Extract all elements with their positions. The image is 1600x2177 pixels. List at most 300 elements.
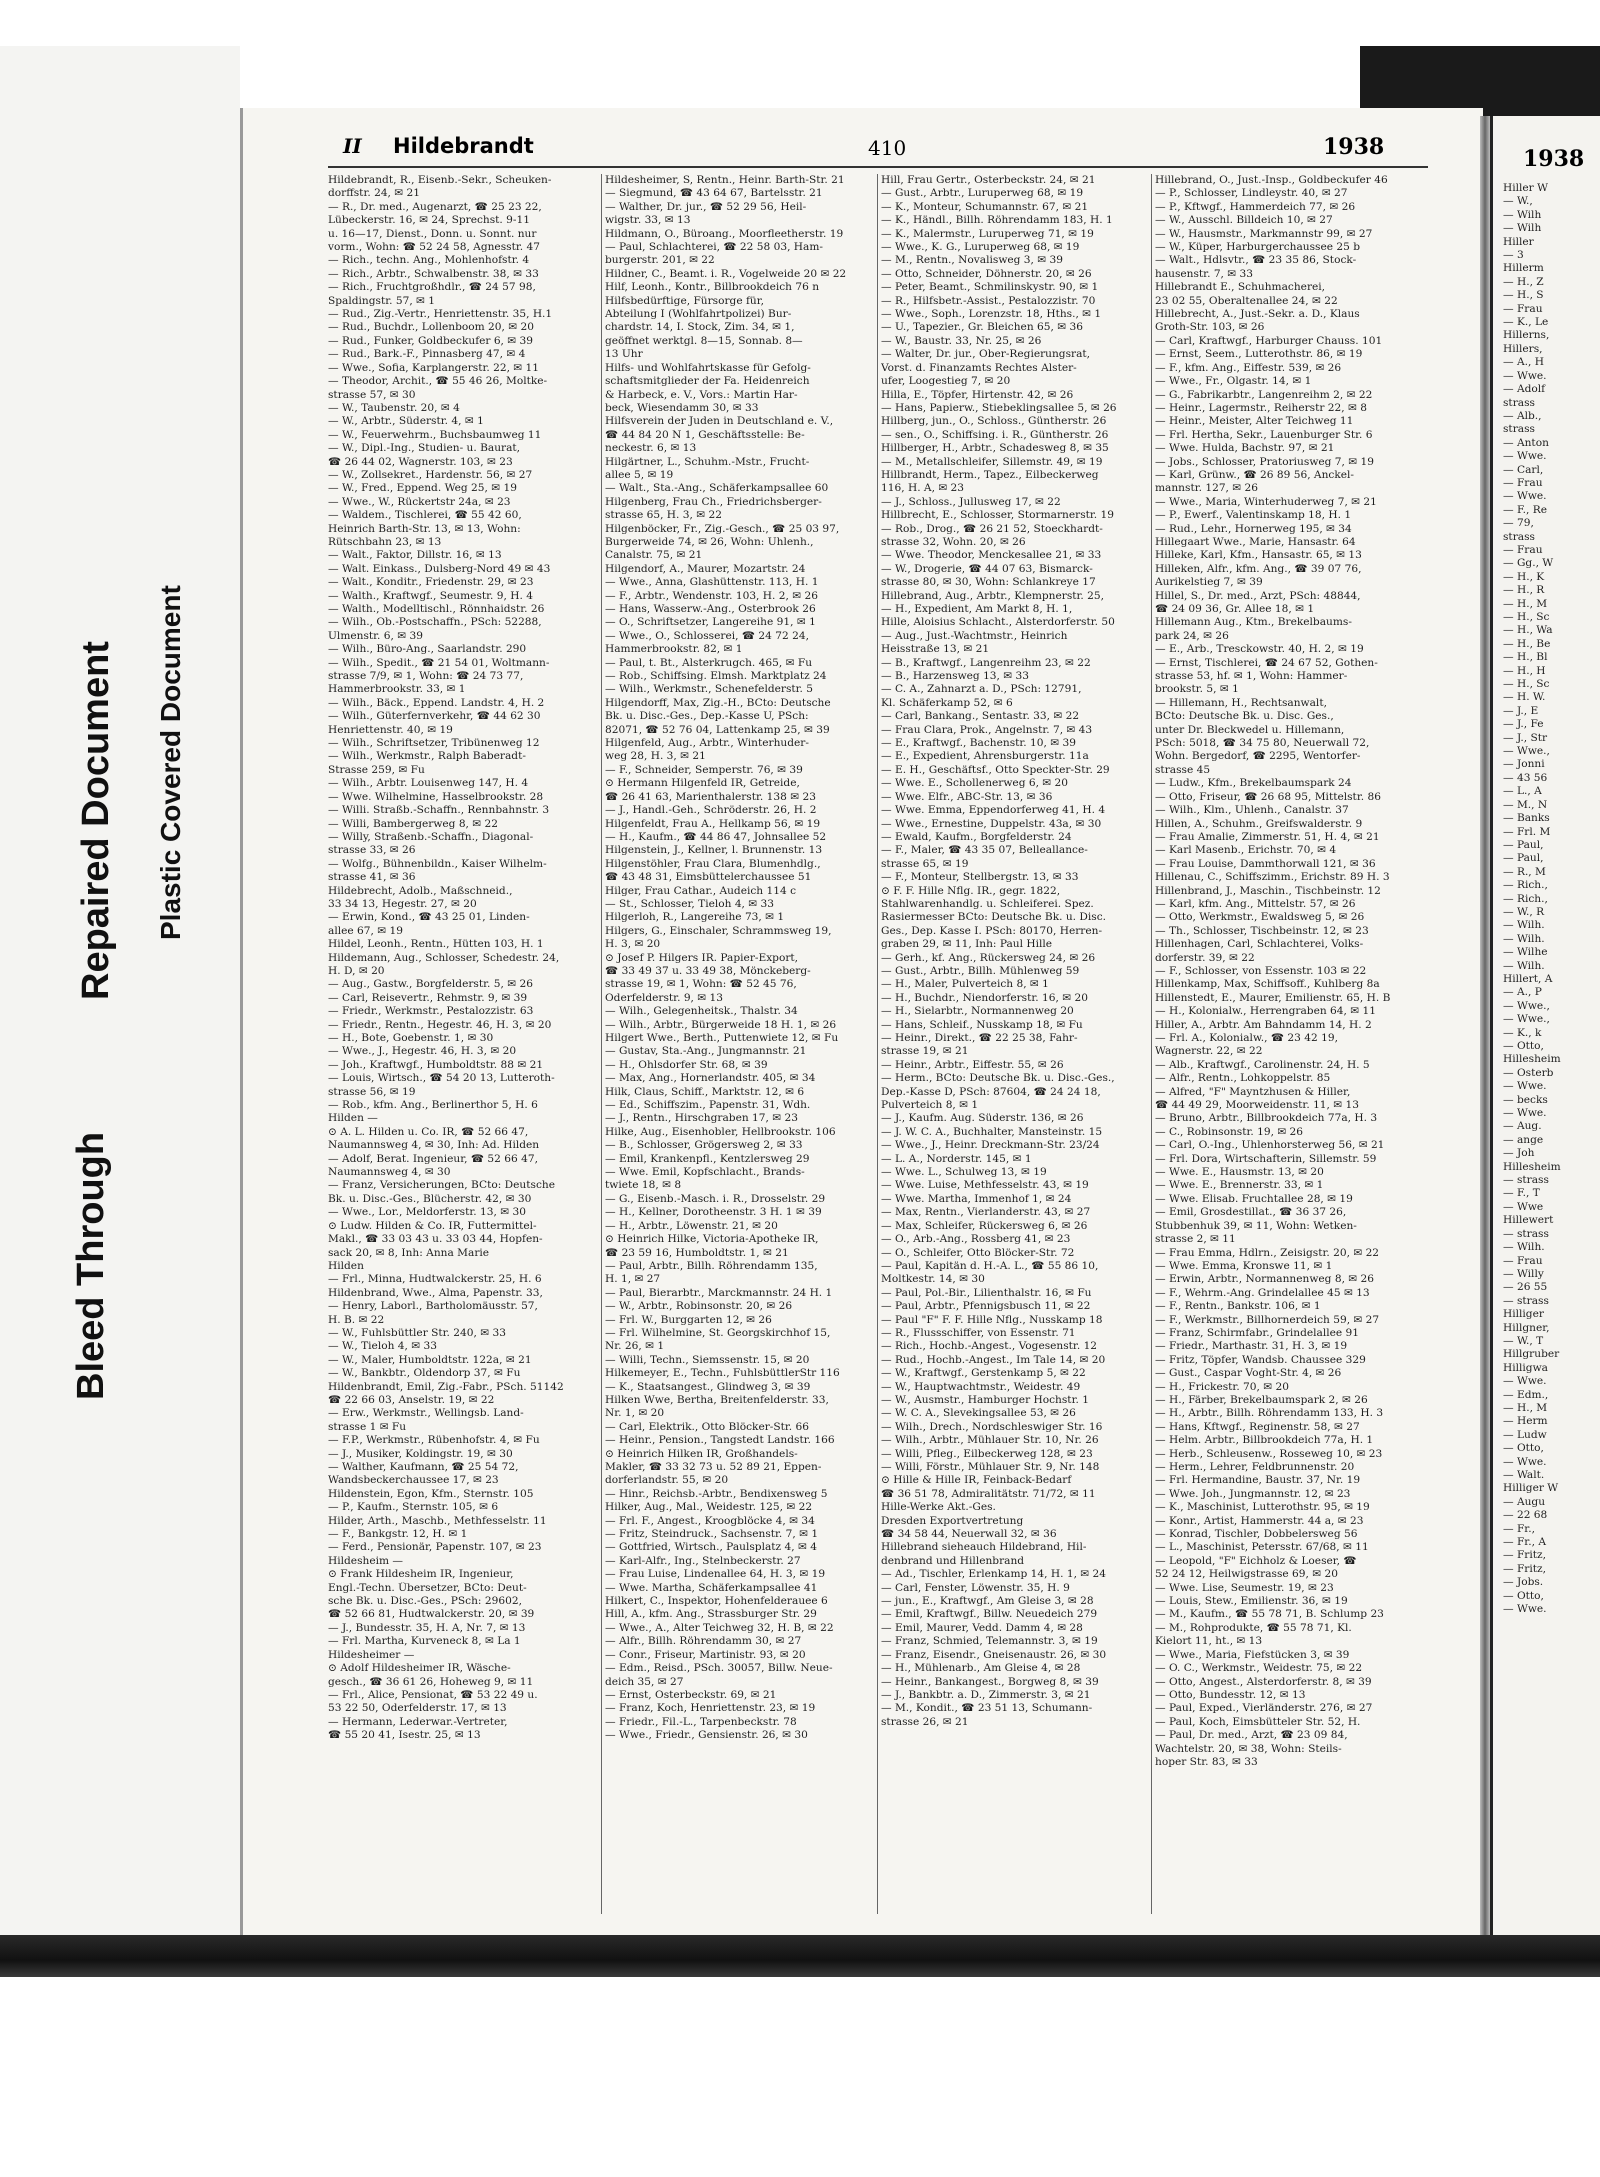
- directory-line: — Rud., Funker, Goldbeckufer 6, ✉ 39: [328, 334, 534, 347]
- directory-line: strasse 41, ✉ 36: [328, 871, 416, 884]
- directory-line: strasse 19, ✉ 21: [881, 1045, 969, 1058]
- section-number: II: [343, 134, 362, 158]
- facing-page-line: — F., T: [1503, 1187, 1540, 1200]
- directory-line: Hilgenfeldt, Frau A., Hellkamp 56, ✉ 19: [605, 817, 821, 830]
- directory-line: Hillebrand, Aug., Arbtr., Klempnerstr. 25,: [881, 589, 1105, 602]
- directory-line: — W., Feuerwehrm., Buchsbaumweg 11: [328, 428, 542, 441]
- directory-line: — Wwe. L., Schulweg 13, ✉ 19: [881, 1166, 1047, 1179]
- directory-line: — W. C. A., Slevekingsallee 53, ✉ 26: [881, 1407, 1076, 1420]
- directory-line: — K., Malermstr., Luruperweg 71, ✉ 19: [881, 227, 1094, 240]
- directory-line: burgerstr. 201, ✉ 22: [605, 254, 715, 267]
- directory-line: strasse 53, hf. ✉ 1, Wohn: Hammer-: [1155, 670, 1348, 683]
- directory-line: Hilleken, Alfr., kfm. Ang., ☎ 39 07 76,: [1155, 562, 1362, 575]
- scanner-edge-block: [1360, 46, 1600, 116]
- column-2: [605, 174, 875, 1914]
- directory-line: Hilgenstein, J., Kellner, l. Brunnenstr. 13: [605, 844, 823, 857]
- directory-line: Hildner, C., Beamt. i. R., Vogelweide 20 ✉ 22: [605, 267, 847, 280]
- directory-line: — Frau Amalie, Zimmerstr. 51, H. 4, ✉ 21: [1155, 830, 1380, 843]
- directory-line: Hillebrand, O., Just.-Insp., Goldbeckufer 46: [1155, 174, 1388, 186]
- directory-line: — W., Zollsekret., Hardenstr. 56, ✉ 27: [328, 468, 533, 481]
- directory-line: PSch: 5018, ☎ 34 75 80, Neuerwall 72,: [1155, 737, 1370, 750]
- directory-line: Hilgenstöhler, Frau Clara, Blumenhdlg.,: [605, 857, 821, 870]
- facing-page-line: — Augu: [1503, 1495, 1546, 1508]
- directory-line: sche Bk. u. Disc.-Ges., PSch: 29602,: [328, 1595, 522, 1608]
- directory-line: — Wwe. E., Hausmstr. 13, ✉ 20: [1155, 1166, 1324, 1179]
- facing-page-line: — Wwe.: [1503, 1107, 1547, 1120]
- directory-line: — Walth., Kraftwgf., Seumestr. 9, H. 4: [328, 589, 533, 602]
- directory-line: Hildmann, O., Büroang., Moorfleetherstr. 19: [605, 227, 844, 240]
- facing-page-line: — strass: [1503, 1174, 1549, 1187]
- year: 1938: [1323, 134, 1385, 160]
- directory-line: — Helm. Arbtr., Billbrookdeich 77a, H. 1: [1155, 1434, 1374, 1447]
- directory-line: — Frl. Martha, Kurveneck 8, ✉ La 1: [328, 1635, 521, 1648]
- directory-line: ☎ 44 49 29, Moorweidenstr. 11, ✉ 13: [1155, 1099, 1360, 1112]
- directory-line: Naumannsweg 4, ✉ 30, Inh: Ad. Hilden: [328, 1139, 540, 1152]
- directory-line: — Alfr., Billh. Röhrendamm 30, ✉ 27: [605, 1635, 802, 1648]
- directory-line: Hille, Aloisius Schlacht., Alsterdorferstr. 50: [881, 616, 1115, 629]
- directory-line: — Gottfried, Wirtsch., Paulsplatz 4, ✉ 4: [605, 1541, 817, 1554]
- directory-line: strasse 2, ✉ 11: [1155, 1233, 1236, 1246]
- facing-page-line: — Frau: [1503, 476, 1543, 489]
- directory-line: ⊙ Hille & Hille IR, Feinback-Bedarf: [881, 1474, 1072, 1487]
- directory-line: — Heinr., Direkt., ☎ 22 25 38, Fahr-: [881, 1032, 1078, 1044]
- directory-line: — J., Rentn., Hirschgraben 17, ✉ 23: [605, 1112, 798, 1125]
- facing-page-line: — 3: [1503, 249, 1524, 262]
- directory-line: — Willi. Straßb.-Schaffn., Rennbahnstr. 3: [328, 804, 550, 817]
- directory-line: ⊙ Adolf Hildesheimer IR, Wäsche-: [328, 1662, 511, 1675]
- directory-line: & Harbeck, e. V., Vors.: Martin Har-: [605, 388, 798, 401]
- facing-page-line: — F., Re: [1503, 503, 1548, 516]
- directory-line: — Wwe. Martha, Schäferkampsallee 41: [605, 1581, 818, 1594]
- directory-line: — H., Bote, Goebenstr. 1, ✉ 30: [328, 1032, 494, 1044]
- facing-page-line: — J., E: [1503, 704, 1539, 717]
- directory-line: — J., Musiker, Koldingstr. 19, ✉ 30: [328, 1447, 513, 1460]
- directory-line: — Rud., Bark.-F., Pinnasberg 47, ✉ 4: [328, 348, 526, 361]
- directory-line: dorffstr. 24, ✉ 21: [328, 187, 421, 200]
- directory-line: — Wwe. E., Brennerstr. 33, ✉ 1: [1155, 1179, 1324, 1192]
- directory-line: — Henry, Laborl., Bartholomäusstr. 57,: [328, 1300, 538, 1313]
- directory-line: — Paul "F" F. F. Hille Nflg., Nusskamp 18: [881, 1313, 1103, 1326]
- directory-line: — Paul, Bierarbtr., Marckmannstr. 24 H. 1: [605, 1286, 833, 1299]
- directory-line: BCto: Deutsche Bk. u. Disc. Ges.,: [1155, 710, 1334, 723]
- directory-line: — F., Wehrm.-Ang. Grindelallee 45 ✉ 13: [1155, 1286, 1370, 1299]
- directory-line: — Willi, Techn., Siemssenstr. 15, ✉ 20: [605, 1353, 810, 1366]
- directory-line: Hilden: [328, 1259, 364, 1272]
- directory-line: — Friedr., Werkmstr., Pestalozzistr. 63: [328, 1005, 534, 1018]
- directory-line: — R., Hilfsbetr.-Assist., Pestalozzistr. 70: [881, 294, 1096, 307]
- directory-line: — Rich., techn. Ang., Mohlenhofstr. 4: [328, 254, 530, 267]
- directory-line: — Erwin, Arbtr., Normannenweg 8, ✉ 26: [1155, 1273, 1375, 1286]
- directory-line: — W., Maler, Humboldtstr. 122a, ✉ 21: [328, 1353, 532, 1366]
- facing-page-line: Hillerns,: [1503, 329, 1550, 342]
- directory-line: beck, Wiesendamm 30, ✉ 33: [605, 401, 759, 414]
- directory-line: — B., Schlosser, Grögersweg 2, ✉ 33: [605, 1139, 803, 1152]
- directory-line: vorm., Wohn: ☎ 52 24 58, Agnesstr. 47: [328, 241, 540, 254]
- directory-line: — Rich., Arbtr., Schwalbenstr. 38, ✉ 33: [328, 267, 539, 280]
- directory-line: — Wwe., Anna, Glashüttenstr. 113, H. 1: [605, 576, 819, 589]
- directory-line: — Frl. Hermandine, Baustr. 37, Nr. 19: [1155, 1474, 1361, 1487]
- directory-line: — Willi, Förstr., Mühlauer Str. 9, Nr. 148: [881, 1461, 1100, 1473]
- directory-line: — Wolfg., Bühnenbildn., Kaiser Wilhelm-: [328, 857, 547, 870]
- facing-page-line: — Aug.: [1503, 1120, 1542, 1133]
- directory-line: Hilk, Claus, Schiff., Marktstr. 12, ✉ 6: [605, 1085, 805, 1098]
- directory-line: — Walt., Konditr., Friedenstr. 29, ✉ 23: [328, 576, 534, 589]
- directory-line: Hildesheimer —: [328, 1648, 415, 1661]
- facing-page-line: Hillert, A: [1503, 972, 1553, 985]
- directory-line: Hill, Frau Gertr., Osterbeckstr. 24, ✉ 21: [881, 174, 1096, 186]
- directory-line: — L. A., Norderstr. 145, ✉ 1: [881, 1152, 1032, 1165]
- facing-page-line: — H., Sc: [1503, 611, 1550, 623]
- directory-line: — Paul, Arbtr., Billh. Röhrendamm 135,: [605, 1259, 818, 1272]
- directory-line: ☎ 52 66 81, Hudtwalckerstr. 20, ✉ 39: [328, 1608, 535, 1621]
- facing-page-line: — 26 55: [1503, 1281, 1548, 1294]
- directory-line: Hilla, E., Töpfer, Hirtenstr. 42, ✉ 26: [881, 388, 1074, 401]
- facing-page-line: — L., A: [1503, 785, 1542, 798]
- directory-line: — O., Schriftsetzer, Langereihe 91, ✉ 1: [605, 616, 816, 629]
- facing-page-line: — K., k: [1503, 1026, 1542, 1039]
- column-divider: [1151, 174, 1152, 1914]
- directory-line: ufer, Loogestieg 7, ✉ 20: [881, 375, 1011, 388]
- directory-line: — E. H., Geschäftsf., Otto Speckter-Str. 29: [881, 763, 1110, 776]
- facing-page-line: — Banks: [1503, 812, 1550, 825]
- directory-line: Hilkert, C., Inspektor, Hohenfelderauee 6: [605, 1595, 828, 1608]
- directory-line: — Bruno, Arbtr., Billbrookdeich 77a, H. 3: [1155, 1112, 1378, 1125]
- facing-page-line: strass: [1503, 530, 1535, 543]
- directory-line: park 24, ✉ 26: [1155, 629, 1229, 642]
- facing-page-line: — Wilh.: [1503, 959, 1545, 972]
- facing-page-line: — strass: [1503, 1294, 1549, 1307]
- directory-line: Naumannsweg 4, ✉ 30: [328, 1166, 451, 1179]
- directory-line: ☎ 36 51 78, Admiralitätstr. 71/72, ✉ 11: [881, 1487, 1096, 1500]
- directory-line: ☎ 44 84 20 N 1, Geschäftsstelle: Be-: [605, 428, 805, 441]
- directory-line: Hillemann Aug., Ktm., Brekelbaums-: [1155, 616, 1352, 629]
- directory-line: — Peter, Beamt., Schmilinskystr. 90, ✉ 1: [881, 281, 1099, 294]
- facing-page-line: — H., Z: [1503, 275, 1544, 288]
- directory-line: brookstr. 5, ✉ 1: [1155, 683, 1239, 696]
- directory-line: — Frau Louise, Dammthorwall 121, ✉ 36: [1155, 857, 1376, 870]
- directory-line: Dresden Exportvertretung: [881, 1514, 1024, 1527]
- directory-line: — Max, Rentn., Vierlanderstr. 43, ✉ 27: [881, 1206, 1091, 1219]
- directory-line: — W., Arbtr., Robinsonstr. 20, ✉ 26: [605, 1300, 793, 1313]
- directory-line: Abteilung I (Wohlfahrtpolizei) Bur-: [605, 308, 792, 321]
- page-number: 410: [868, 136, 907, 160]
- directory-line: — Rud., Hochb.-Angest., Im Tale 14, ✉ 20: [881, 1353, 1106, 1366]
- directory-line: — Alfr., Rentn., Lohkoppelstr. 85: [1155, 1072, 1331, 1085]
- directory-line: — E., Kraftwgf., Bachenstr. 10, ✉ 39: [881, 737, 1076, 750]
- facing-page-line: — Wwe.: [1503, 1375, 1547, 1388]
- directory-line: Hildenbrandt, Emil, Zig.-Fabr., PSch. 51142: [328, 1380, 564, 1393]
- directory-line: — W., Baustr. 33, Nr. 25, ✉ 26: [881, 334, 1042, 347]
- directory-line: — Franz, Koch, Henriettenstr. 23, ✉ 19: [605, 1702, 816, 1715]
- directory-line: strasse 80, ✉ 30, Wohn: Schlankreye 17: [881, 576, 1096, 589]
- directory-line: — Emil, Grosdestillat., ☎ 36 37 26,: [1155, 1206, 1347, 1219]
- directory-line: strasse 45: [1155, 763, 1211, 776]
- directory-line: — Paul, Koch, Eimsbütteler Str. 52, H.: [1155, 1715, 1361, 1728]
- directory-line: — K., Staatsangest., Glindweg 3, ✉ 39: [605, 1380, 811, 1393]
- directory-line: Ulmenstr. 6, ✉ 39: [328, 629, 423, 642]
- directory-line: Stubbenhuk 39, ✉ 11, Wohn: Wetken-: [1155, 1219, 1357, 1232]
- directory-line: Wohn. Bergedorf, ☎ 2295, Wentorfer-: [1155, 750, 1361, 763]
- facing-page-line: — H., R: [1503, 584, 1545, 597]
- page-header: [243, 128, 1483, 164]
- directory-line: — Ernst, Seem., Lutterothstr. 86, ✉ 19: [1155, 348, 1363, 361]
- directory-line: Hilden —: [328, 1112, 378, 1125]
- directory-line: 53 22 50, Oderfelderstr. 17, ✉ 13: [328, 1702, 507, 1715]
- directory-line: — Konr., Artist, Hammerstr. 44 a, ✉ 23: [1155, 1514, 1364, 1527]
- directory-line: — Wwe. Emma, Eppendorferweg 41, H. 4: [881, 804, 1106, 817]
- directory-line: Hilgers, G., Einschaler, Schrammsweg 19,: [605, 924, 832, 937]
- facing-page-line: — Wilh: [1503, 208, 1542, 221]
- facing-page-line: Hillers,: [1503, 342, 1543, 355]
- directory-line: strasse 33, ✉ 26: [328, 844, 416, 857]
- directory-line: — U., Tapezier., Gr. Bleichen 65, ✉ 36: [881, 321, 1083, 334]
- directory-line: — Wilh., Bäck., Eppend. Landstr. 4, H. 2: [328, 696, 545, 709]
- directory-line: Dep.-Kasse D, PSch: 87604, ☎ 24 24 18,: [881, 1085, 1101, 1098]
- directory-line: — Karl-Alfr., Ing., Stelnbeckerstr. 27: [605, 1554, 801, 1567]
- facing-page-line: — Wilh: [1503, 222, 1542, 235]
- directory-line: strasse 56, ✉ 19: [328, 1085, 416, 1098]
- directory-line: — F.P., Werkmstr., Rübenhofstr. 4, ✉ Fu: [328, 1434, 540, 1447]
- directory-line: ☎ 55 20 41, Isestr. 25, ✉ 13: [328, 1729, 481, 1742]
- facing-page-line: — Wwe.: [1503, 1603, 1547, 1616]
- column-1: [328, 174, 598, 1914]
- directory-line: — O. C., Werkmstr., Weidestr. 75, ✉ 22: [1155, 1662, 1363, 1675]
- facing-page-line: — Rich.,: [1503, 892, 1548, 905]
- directory-line: — Wwe., Maria, Fiefstücken 3, ✉ 39: [1155, 1648, 1350, 1661]
- directory-line: — Wwe., Ernestine, Duppelstr. 43a, ✉ 30: [881, 817, 1102, 830]
- facing-page-line: — Wwe.,: [1503, 999, 1550, 1012]
- facing-page-line: — Willy: [1503, 1267, 1544, 1280]
- facing-page-line: — K., Le: [1503, 316, 1549, 329]
- directory-line: Groth-Str. 103, ✉ 26: [1155, 321, 1265, 334]
- directory-line: — Rob., kfm. Ang., Berlinerthor 5, H. 6: [328, 1099, 538, 1112]
- directory-line: — Leopold, "F" Eichholz & Loeser, ☎: [1155, 1554, 1357, 1567]
- directory-line: Aurikelstieg 7, ✉ 39: [1155, 576, 1263, 589]
- directory-line: — Friedr., Fil.-L., Tarpenbeckstr. 78: [605, 1715, 797, 1728]
- directory-line: — Otto, Friseur, ☎ 26 68 95, Mittelstr. 86: [1155, 790, 1381, 803]
- directory-line: — Wwe., J., Heinr. Dreckmann-Str. 23/24: [881, 1139, 1100, 1152]
- directory-line: — Willy, Straßenb.-Schaffn., Diagonal-: [328, 830, 534, 843]
- directory-line: — Hermann, Lederwar.-Vertreter,: [328, 1715, 508, 1728]
- directory-line: graben 29, ✉ 11, Inh: Paul Hille: [881, 938, 1053, 951]
- directory-line: — O., Schleifer, Otto Blöcker-Str. 72: [881, 1246, 1075, 1259]
- directory-line: allee 67, ✉ 19: [328, 924, 403, 937]
- directory-line: — jun., E., Kraftwgf., Am Gleise 3, ✉ 28: [881, 1595, 1094, 1608]
- facing-page-line: — Fr.,: [1503, 1522, 1535, 1535]
- directory-line: — H., Frickestr. 70, ✉ 20: [1155, 1380, 1289, 1393]
- directory-line: allee 5, ✉ 19: [605, 468, 674, 481]
- directory-line: — Rud., Buchdr., Lollenboom 20, ✉ 20: [328, 321, 534, 334]
- directory-line: — J., Schloss., Jullusweg 17, ✉ 22: [881, 495, 1061, 508]
- facing-page-line: Hillesheim: [1503, 1053, 1561, 1066]
- directory-line: dorferlandstr. 55, ✉ 20: [605, 1474, 729, 1487]
- directory-line: — W., Arbtr., Süderstr. 4, ✉ 1: [328, 415, 484, 428]
- directory-line: Hilgärtner, L., Schuhm.-Mstr., Frucht-: [605, 455, 810, 468]
- directory-line: — Carl, Fenster, Löwenstr. 35, H. 9: [881, 1581, 1070, 1594]
- directory-line: Hammerbrookstr. 33, ✉ 1: [328, 683, 466, 696]
- directory-line: — Ewald, Kaufm., Borgfelderstr. 24: [881, 830, 1072, 843]
- directory-line: — Hans, Schleif., Nusskamp 18, ✉ Fu: [881, 1018, 1083, 1031]
- directory-line: Oderfelderstr. 9, ✉ 13: [605, 991, 724, 1004]
- facing-page-line: — Adolf: [1503, 383, 1546, 396]
- facing-page-line: — Wwe: [1503, 1200, 1544, 1213]
- directory-line: — Wwe., Friedr., Gensienstr. 26, ✉ 30: [605, 1729, 808, 1742]
- directory-line: — W., Dipl.-Ing., Studien- u. Baurat,: [328, 442, 521, 455]
- facing-page-line: — W., R: [1503, 905, 1545, 918]
- directory-line: Hildebrecht, Adolb., Maßschneid.,: [328, 884, 513, 897]
- directory-line: ⊙ Heinrich Hilke, Victoria-Apotheke IR,: [605, 1233, 819, 1246]
- facing-page-line: — Fritz,: [1503, 1562, 1546, 1575]
- directory-line: — Frl. Hertha, Sekr., Lauenburger Str. 6: [1155, 428, 1373, 441]
- directory-line: geöffnet werktgl. 8—15, Sonnab. 8—: [605, 334, 803, 347]
- directory-line: — H., Maler, Pulverteich 8, ✉ 1: [881, 978, 1049, 991]
- directory-line: — W., Drogerie, ☎ 44 07 63, Bismarck-: [881, 562, 1093, 575]
- directory-line: Pulverteich 8, ✉ 1: [881, 1099, 979, 1112]
- directory-line: — H., Kellner, Dorotheenstr. 3 H. 1 ✉ 39: [605, 1206, 822, 1219]
- directory-line: dorferstr. 39, ✉ 22: [1155, 951, 1255, 964]
- facing-page-line: — Walt.: [1503, 1469, 1545, 1481]
- directory-line: — L., Maschinist, Petersstr. 67/68, ✉ 11: [1155, 1541, 1369, 1554]
- header-rule: [328, 166, 1428, 168]
- plastic-covered-label: Plastic Covered Document: [155, 585, 186, 940]
- facing-page-line: — Wilh.: [1503, 932, 1545, 945]
- facing-page-line: Hillgner,: [1503, 1321, 1550, 1334]
- directory-line: — Siegmund, ☎ 43 64 67, Bartelsstr. 21: [605, 187, 823, 200]
- directory-line: — Carl, Elektrik., Otto Blöcker-Str. 66: [605, 1420, 810, 1433]
- directory-line: — Rich., Hochb.-Angest., Vogesenstr. 12: [881, 1340, 1098, 1353]
- directory-line: — Wwe. Hulda, Bachstr. 97, ✉ 21: [1155, 442, 1335, 455]
- facing-page-line: — A., P: [1503, 986, 1542, 999]
- directory-line: Nr. 26, ✉ 1: [605, 1340, 665, 1353]
- facing-page-line: — H., K: [1503, 570, 1545, 583]
- directory-line: — Walther, Kaufmann, ☎ 25 54 72,: [328, 1461, 519, 1473]
- directory-line: — Emil, Maurer, Vedd. Damm 4, ✉ 28: [881, 1621, 1083, 1634]
- directory-page: [240, 108, 1483, 1935]
- directory-line: — Paul, Pol.-Bir., Lilienthalstr. 16, ✉ Fu: [881, 1286, 1092, 1299]
- directory-line: — Frl. Wilhelmine, St. Georgskirchhof 15,: [605, 1326, 831, 1339]
- directory-line: — Conr., Friseur, Martinistr. 93, ✉ 20: [605, 1648, 806, 1661]
- facing-page-line: — Herm: [1503, 1415, 1548, 1428]
- directory-line: — Carl, Reisevertr., Rehmstr. 9, ✉ 39: [328, 991, 528, 1004]
- directory-line: wigstr. 33, ✉ 13: [605, 214, 691, 227]
- directory-line: Bk. u. Disc.-Ges., Dep.-Kasse U, PSch:: [605, 710, 809, 723]
- facing-page-line: — Frau: [1503, 543, 1543, 556]
- directory-line: — Rob., Drog., ☎ 26 21 52, Stoeckhardt-: [881, 522, 1103, 535]
- facing-page-line: — Frau: [1503, 302, 1543, 315]
- directory-line: H. D, ✉ 20: [328, 964, 385, 977]
- directory-line: Hiller, A., Arbtr. Am Bahndamm 14, H. 2: [1155, 1018, 1372, 1031]
- facing-page-line: — strass: [1503, 1227, 1549, 1240]
- directory-line: — Rud., Lehr., Hornerweg 195, ✉ 34: [1155, 522, 1352, 535]
- directory-line: — B., Kraftwgf., Langenreihm 23, ✉ 22: [881, 656, 1091, 669]
- directory-line: 23 02 55, Oberaltenallee 24, ✉ 22: [1155, 294, 1338, 307]
- directory-line: — Erwin, Kond., ☎ 43 25 01, Linden-: [328, 911, 530, 924]
- directory-line: Hilgendorff, Max, Zig.-H., BCto: Deutsche: [605, 696, 831, 709]
- facing-page-line: Hilligwa: [1503, 1361, 1548, 1374]
- directory-line: — K., Monteur, Schumannstr. 67, ✉ 21: [881, 200, 1089, 213]
- directory-line: — Wwe. Emma, Kronswe 11, ✉ 1: [1155, 1259, 1333, 1272]
- directory-line: — Frl. F., Angest., Kroogblöcke 4, ✉ 34: [605, 1514, 815, 1527]
- directory-line: — Wilh., Werkmstr., Schenefelderstr. 5: [605, 683, 814, 696]
- directory-line: — Alfred, "F" Mayntzhusen & Hiller,: [1155, 1085, 1351, 1098]
- directory-line: — Wwe. Luise, Methfesselstr. 43, ✉ 19: [881, 1179, 1089, 1192]
- facing-page-line: — H., S: [1503, 289, 1544, 302]
- directory-line: H. 3, ✉ 20: [605, 938, 661, 951]
- facing-page-line: — Osterb: [1503, 1066, 1554, 1079]
- directory-line: Hildel, Leonh., Rentn., Hütten 103, H. 1: [328, 938, 544, 951]
- directory-line: — F., Arbtr., Wendenstr. 103, H. 2, ✉ 26: [605, 589, 818, 602]
- directory-line: — W., Fuhlsbüttler Str. 240, ✉ 33: [328, 1326, 506, 1339]
- directory-line: strasse 65, H. 3, ✉ 22: [605, 509, 722, 522]
- directory-line: — Ad., Tischler, Erlenkamp 14, H. 1, ✉ 24: [881, 1568, 1107, 1581]
- directory-line: strasse 1 ✉ Fu: [328, 1420, 407, 1433]
- directory-line: — H., Ohlsdorfer Str. 68, ✉ 39: [605, 1058, 768, 1071]
- directory-line: Wagnerstr. 22, ✉ 22: [1155, 1045, 1263, 1058]
- facing-page-line: — Wwe.: [1503, 1080, 1547, 1093]
- book-spine: [1480, 116, 1490, 1935]
- directory-line: Hillbrandt, Herm., Tapez., Eilbeckerweg: [881, 468, 1099, 481]
- facing-page-line: — Jonni: [1503, 758, 1545, 771]
- directory-line: Hillenau, C., Schiffszimm., Erichstr. 89 H. 3: [1155, 871, 1390, 884]
- directory-line: Lübeckerstr. 16, ✉ 24, Sprechst. 9-11: [328, 214, 530, 227]
- directory-line: — Jobs., Schlosser, Pratoriusweg 7, ✉ 19: [1155, 455, 1375, 468]
- running-head-name: Hildebrandt: [393, 134, 534, 158]
- directory-line: — H., Sielarbtr., Normannenweg 20: [881, 1005, 1074, 1018]
- directory-line: ☎ 26 44 02, Wagnerstr. 103, ✉ 23: [328, 455, 513, 468]
- directory-line: — Wwe., J., Hegestr. 46, H. 3, ✉ 20: [328, 1045, 517, 1058]
- directory-line: — Heinr., Bankangest., Borgweg 8, ✉ 39: [881, 1675, 1099, 1688]
- directory-line: — F., kfm. Ang., Eiffestr. 539, ✉ 26: [1155, 361, 1342, 374]
- directory-line: u. 16—17, Dienst., Donn. u. Sonnt. nur: [328, 227, 537, 240]
- directory-line: weg 28, H. 3, ✉ 21: [605, 750, 706, 763]
- directory-line: Hilfsbedürftige, Fürsorge für,: [605, 294, 764, 307]
- directory-line: Hillbrecht, E., Schlosser, Stormarnerstr. 19: [881, 509, 1115, 522]
- directory-line: sack 20, ✉ 8, Inh: Anna Marie: [328, 1246, 490, 1259]
- directory-line: — Hans, Papierw., Stiebeklingsallee 5, ✉ 26: [881, 401, 1117, 414]
- directory-line: — W., Kraftwgf., Gerstenkamp 5, ✉ 22: [881, 1367, 1086, 1380]
- directory-line: — Konrad, Tischler, Dobbelersweg 56: [1155, 1528, 1358, 1541]
- directory-line: Hilfs- und Wohlfahrtskasse für Gefolg-: [605, 361, 811, 374]
- directory-line: — Wwe. Emil, Kopfschlacht., Brands-: [605, 1166, 805, 1179]
- directory-line: — W., Taubenstr. 20, ✉ 4: [328, 401, 460, 414]
- facing-page: [1490, 116, 1600, 1935]
- directory-line: ☎ 23 59 16, Humboldtstr. 1, ✉ 21: [605, 1246, 789, 1259]
- directory-line: — Ferd., Pensionär, Papenstr. 107, ✉ 23: [328, 1541, 542, 1554]
- facing-page-line: — 43 56: [1503, 771, 1548, 784]
- directory-line: — Wwe., W., Rückertstr 24a, ✉ 23: [328, 495, 511, 508]
- directory-line: — W., Fred., Eppend. Weg 25, ✉ 19: [328, 482, 517, 495]
- directory-line: Makler, ☎ 33 32 73 u. 52 89 21, Eppen-: [605, 1461, 822, 1473]
- directory-line: — F., Rentn., Bankstr. 106, ✉ 1: [1155, 1300, 1321, 1313]
- directory-line: — Wilh., Ob.-Postschaffn., PSch: 52288,: [328, 616, 542, 629]
- facing-page-line: — Wilh.: [1503, 919, 1545, 932]
- directory-line: deich 35, ✉ 27: [605, 1675, 684, 1688]
- facing-page-line: Hillerm: [1503, 262, 1544, 275]
- directory-line: — W., Ausmstr., Hamburger Hochstr. 1: [881, 1393, 1089, 1406]
- directory-line: — Wilh., Schriftsetzer, Tribünenweg 12: [328, 737, 540, 750]
- top-margin: [0, 0, 1600, 46]
- directory-line: — K., Maschinist, Lutterothstr. 95, ✉ 19: [1155, 1501, 1370, 1514]
- directory-line: — Wwe., Lor., Meldorferstr. 13, ✉ 30: [328, 1206, 526, 1219]
- facing-page-line: — Otto,: [1503, 1589, 1544, 1602]
- directory-line: Spaldingstr. 57, ✉ 1: [328, 294, 436, 307]
- directory-line: — Herb., Schleusenw., Rosseweg 10, ✉ 23: [1155, 1447, 1383, 1460]
- directory-line: — Wwe., Maria, Winterhuderweg 7, ✉ 21: [1155, 495, 1377, 508]
- directory-line: Hildebrandt, R., Eisenb.-Sekr., Scheuken-: [328, 174, 552, 186]
- facing-page-line: — Fr., A: [1503, 1536, 1546, 1549]
- directory-line: Hillenhagen, Carl, Schlachterei, Volks-: [1155, 938, 1364, 951]
- directory-line: — Karl Masenb., Erichstr. 70, ✉ 4: [1155, 844, 1337, 857]
